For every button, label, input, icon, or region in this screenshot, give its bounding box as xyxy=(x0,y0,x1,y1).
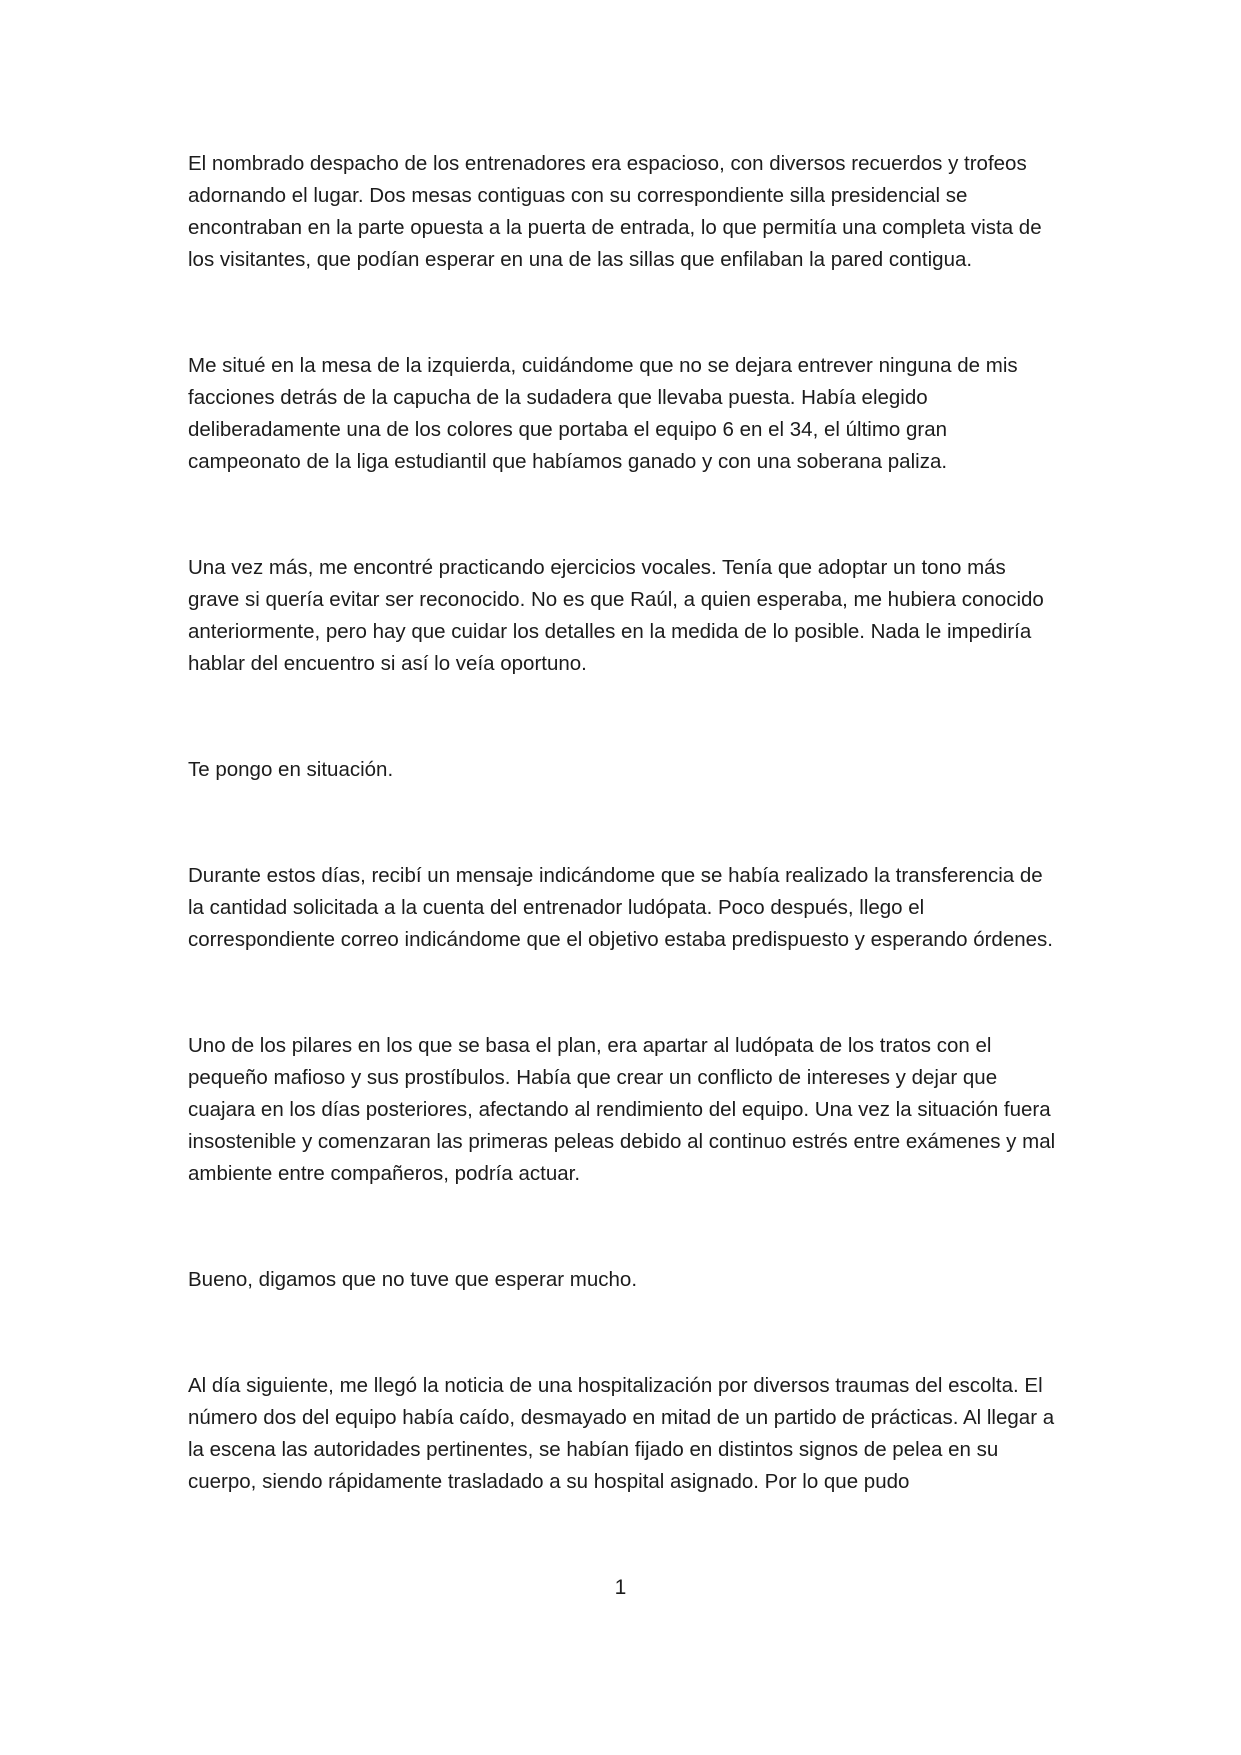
paragraph-4: Te pongo en situación. xyxy=(188,758,394,781)
page-number: 1 xyxy=(614,1576,627,1599)
document-body xyxy=(188,148,1058,1498)
paragraph-7: Bueno, digamos que no tuve que esperar mucho. xyxy=(188,1268,638,1291)
paragraph-3: Una vez más, me encontré practicando ejercicios vocales. Tenía que adoptar un tono más grave si quería evitar ser reconocido. No es que Raúl, a quien esperaba, me hubiera conocido anteriormente, pero hay que cuidar los detalles en la medida de lo posible. Nada le impediría hablar del encuentro si así lo veía oportuno. xyxy=(188,556,1044,675)
paragraph-5: Durante estos días, recibí un mensaje indicándome que se había realizado la transferencia de la cantidad solicitada a la cuenta del entrenador ludópata. Poco después, llego el correspondiente correo indicándome que el objetivo estaba predispuesto y esperando órdenes. xyxy=(188,864,1053,951)
paragraph-1: El nombrado despacho de los entrenadores era espacioso, con diversos recuerdos y trofeos adornando el lugar. Dos mesas contiguas con su correspondiente silla presidencial se encontraban en la parte opuesta a la puerta de entrada, lo que permitía una completa vista de los visitantes, que podían esperar en una de las sillas que enfilaban la pared contigua. xyxy=(188,152,1042,271)
paragraph-8: Al día siguiente, me llegó la noticia de una hospitalización por diversos traumas del escolta. El número dos del equipo había caído, desmayado en mitad de un partido de prácticas. Al llegar a la escena las autoridades pertinentes, se habían fijado en distintos signos de pelea en su cuerpo, siendo rápidamente trasladado a su hospital asignado. Por lo que pudo xyxy=(188,1374,1055,1493)
paragraph-6: Uno de los pilares en los que se basa el plan, era apartar al ludópata de los tratos con el pequeño mafioso y sus prostíbulos. Había que crear un conflicto de intereses y dejar que cuajara en los días posteriores, afectando al rendimiento del equipo. Una vez la situación fuera insostenible y comenzaran las primeras peleas debido al continuo estrés entre exámenes y mal ambiente entre compañeros, podría actuar. xyxy=(188,1034,1056,1185)
paragraph-2: Me situé en la mesa de la izquierda, cuidándome que no se dejara entrever ninguna de mis facciones detrás de la capucha de la sudadera que llevaba puesta. Había elegido deliberadamente una de los colores que portaba el equipo 6 en el 34, el último gran campeonato de la liga estudiantil que habíamos ganado y con una soberana paliza. xyxy=(188,354,1018,473)
